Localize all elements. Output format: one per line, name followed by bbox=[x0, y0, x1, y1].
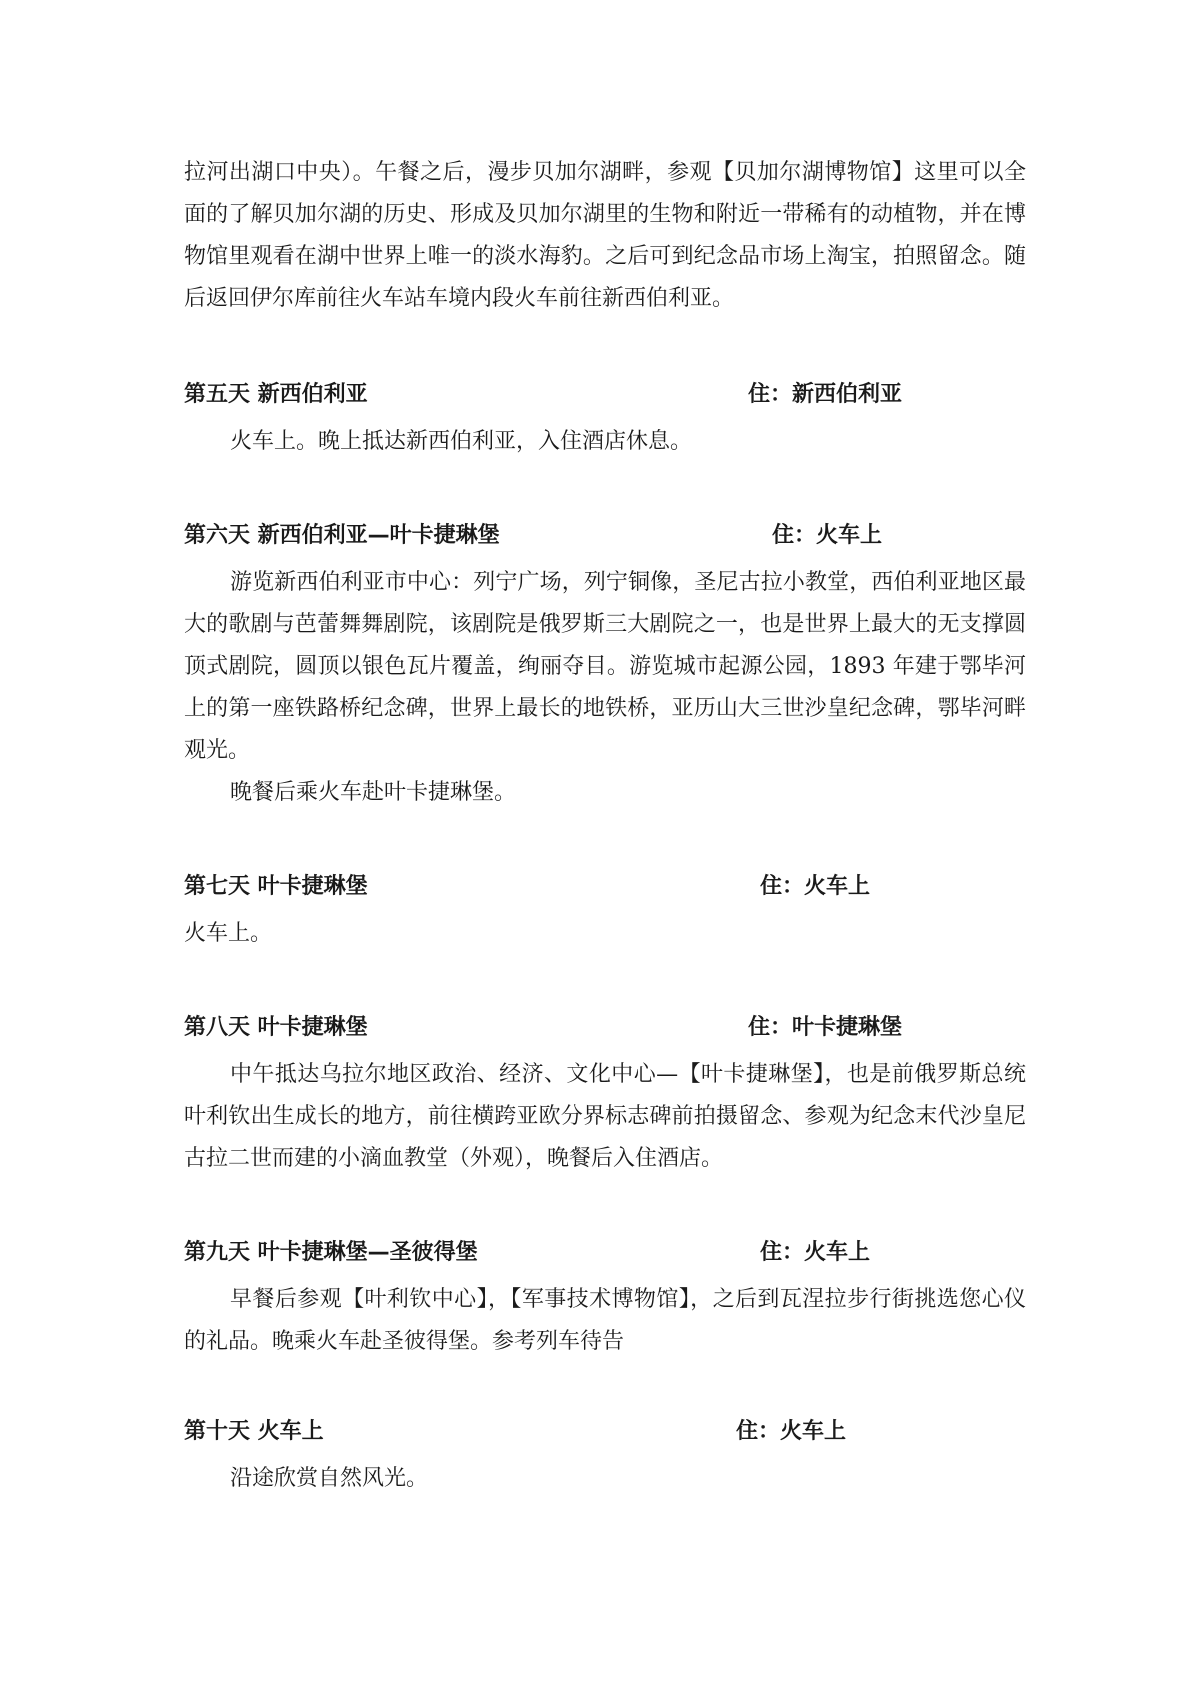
day-paragraph: 晚餐后乘火车赴叶卡捷琳堡。 bbox=[230, 780, 517, 805]
day-title: 第七天 叶卡捷琳堡 bbox=[184, 874, 368, 899]
day-title: 第五天 新西伯利亚 bbox=[184, 382, 368, 407]
day-title: 第十天 火车上 bbox=[184, 1419, 324, 1444]
intro-paragraph: 拉河出湖口中央）。午餐之后，漫步贝加尔湖畔，参观【贝加尔湖博物馆】这里可以全面的了解贝加尔湖的历史、形成及贝加尔湖里的生物和附近一带稀有的动植物，并在博物馆里观看在湖中世界上唯一的淡水海豹。之后可到纪念品市场上淘宝，拍照留念。随后返回伊尔库前往火车站车境内段火车前往新西伯利亚。 bbox=[184, 160, 1026, 311]
day-heading-10 bbox=[184, 1411, 1026, 1453]
day-accommodation: 住：新西伯利亚 bbox=[748, 382, 903, 407]
day-paragraph: 沿途欣赏自然风光。 bbox=[230, 1466, 429, 1491]
day-heading-8 bbox=[184, 1007, 1026, 1049]
day-paragraph: 火车上。晚上抵达新西伯利亚，入住酒店休息。 bbox=[230, 429, 693, 454]
day-heading-9 bbox=[184, 1232, 1026, 1274]
day-heading-7 bbox=[184, 866, 1026, 908]
day-accommodation: 住：火车上 bbox=[772, 523, 883, 548]
day-heading-6 bbox=[184, 515, 1026, 557]
day-paragraph: 中午抵达乌拉尔地区政治、经济、文化中心—【叶卡捷琳堡】，也是前俄罗斯总统叶利钦出生成长的地方，前往横跨亚欧分界标志碑前拍摄留念、参观为纪念末代沙皇尼古拉二世而建的小滴血教堂（外观），晚餐后入住酒店。 bbox=[184, 1062, 1026, 1171]
day-heading-5 bbox=[184, 374, 1026, 416]
day-accommodation: 住：叶卡捷琳堡 bbox=[748, 1015, 903, 1040]
day-paragraph: 火车上。 bbox=[184, 921, 273, 946]
day-paragraph: 游览新西伯利亚市中心：列宁广场，列宁铜像，圣尼古拉小教堂，西伯利亚地区最大的歌剧与芭蕾舞舞剧院，该剧院是俄罗斯三大剧院之一，也是世界上最大的无支撑圆顶式剧院，圆顶以银色瓦片覆盖，绚丽夺目。游览城市起源公园，1893 年建于鄂毕河上的第一座铁路桥纪念碑，世界上最长的地铁桥，亚历山大三世沙皇纪念碑，鄂毕河畔观光。 bbox=[184, 570, 1026, 763]
day-title: 第八天 叶卡捷琳堡 bbox=[184, 1015, 368, 1040]
day-accommodation: 住：火车上 bbox=[760, 1240, 871, 1265]
day-accommodation: 住：火车上 bbox=[760, 874, 871, 899]
day-title: 第九天 叶卡捷琳堡—圣彼得堡 bbox=[184, 1240, 478, 1265]
day-paragraph: 早餐后参观【叶利钦中心】，【军事技术博物馆】，之后到瓦涅拉步行街挑选您心仪的礼品。晚乘火车赴圣彼得堡。参考列车待告 bbox=[184, 1287, 1026, 1354]
day-accommodation: 住：火车上 bbox=[736, 1419, 847, 1444]
day-title: 第六天 新西伯利亚—叶卡捷琳堡 bbox=[184, 523, 500, 548]
